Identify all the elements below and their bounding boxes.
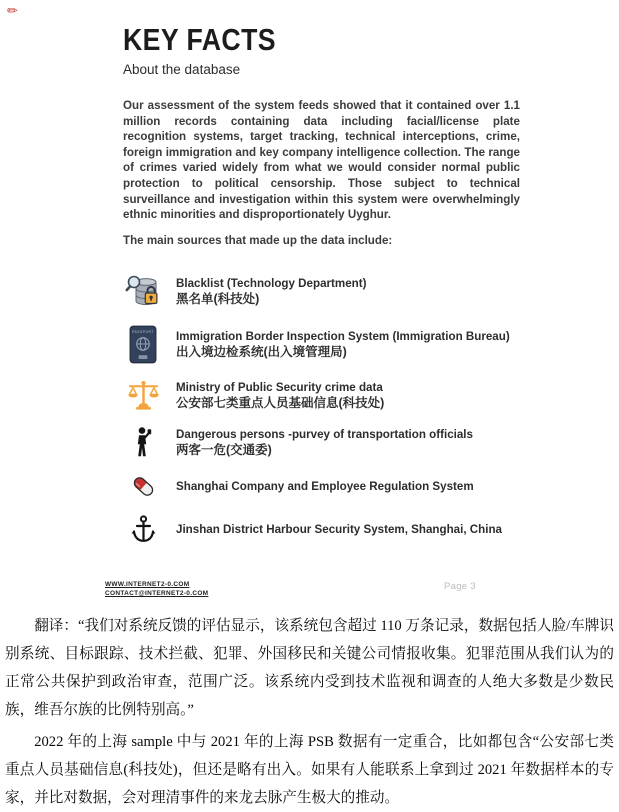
contact-link[interactable]: CONTACT@INTERNET2-0.COM: [105, 590, 209, 597]
source-text: [176, 480, 474, 494]
passport-icon: [123, 325, 163, 364]
source-text: [176, 428, 473, 458]
page-number: Page 3: [444, 581, 476, 592]
sources-list: [123, 274, 520, 544]
source-subtitle: 公安部七类重点人员基础信息(科技处): [176, 395, 385, 410]
sources-intro: The main sources that made up the data include:: [123, 234, 393, 248]
source-item-jinshan-harbour: [123, 515, 520, 544]
page-subtitle: About the database: [123, 62, 241, 77]
source-subtitle: 两客一危(交通委): [176, 442, 272, 457]
source-item-dangerous-persons: [123, 427, 520, 458]
source-title: Blacklist (Technology Department): [176, 276, 367, 290]
pencil-annotation-icon: ✏: [7, 3, 18, 18]
source-item-public-security: [123, 380, 520, 411]
source-item-shanghai-company: [123, 474, 520, 499]
person-icon: [123, 427, 163, 458]
translation-paragraph-2: 2022 年的上海 sample 中与 2021 年的上海 PSB 数据有一定重合，比如都包含“公安部七类重点人员基础信息(科技处)，但还是略有出入。如果有人能联系上拿到过 2021 年数据样本的专家，并比对数据，会对理清事件的来龙去脉产生极大的推动。: [5, 734, 614, 806]
translation-paragraph-1: 翻译：“我们对系统反馈的评估显示，该系统包含超过 110 万条记录，数据包括人脸/车牌识别系统、目标跟踪、技术拦截、犯罪、外国移民和关键公司情报收集。犯罪范围从我们认为的正常公共保护到政治审查，范围广泛。该系统内受到技术监视和调查的人绝大多数是少数民族，维吾尔族的比例特别高。”: [5, 618, 614, 718]
database-search-lock-icon: [123, 274, 163, 309]
source-title: Jinshan District Harbour Security System, Shanghai, China: [176, 522, 502, 536]
scales-of-justice-icon: [123, 380, 163, 411]
source-item-blacklist: [123, 274, 520, 309]
footer-links: [105, 580, 208, 598]
source-text: [176, 523, 502, 537]
pill-icon: [123, 474, 163, 499]
source-text: [176, 381, 384, 411]
page-title: KEY FACTS: [123, 22, 276, 57]
source-title: Dangerous persons -purvey of transportation officials: [176, 427, 473, 441]
svg-text:PASSPORT: PASSPORT: [132, 330, 154, 335]
anchor-icon: [123, 515, 163, 544]
website-link[interactable]: WWW.INTERNET2-0.COM: [105, 581, 190, 588]
source-title: Shanghai Company and Employee Regulation System: [176, 479, 474, 493]
source-item-immigration: [123, 325, 520, 364]
source-subtitle: 黑名单(科技处): [176, 291, 260, 306]
document-body: [123, 24, 520, 560]
intro-paragraph: Our assessment of the system feeds showed that it contained over 1.1 million records containing data including facial/license plate recognition systems, target tracking, technical interceptions, crime, foreign immigration and key company intelligence collection. The range of crimes varied widely from what we would consider normal public protection to political censorship. Those subject to technical surveillance and investigation within this system were overwhelmingly ethnic minorities and disproportionately Uyghur.: [123, 99, 520, 222]
source-subtitle: 出入境边检系统(出入境管理局): [176, 344, 347, 359]
source-text: [176, 330, 510, 360]
translation-block: [5, 612, 614, 812]
source-title: Ministry of Public Security crime data: [176, 380, 383, 394]
source-title: Immigration Border Inspection System (Immigration Bureau): [176, 329, 510, 343]
source-text: [176, 277, 366, 307]
